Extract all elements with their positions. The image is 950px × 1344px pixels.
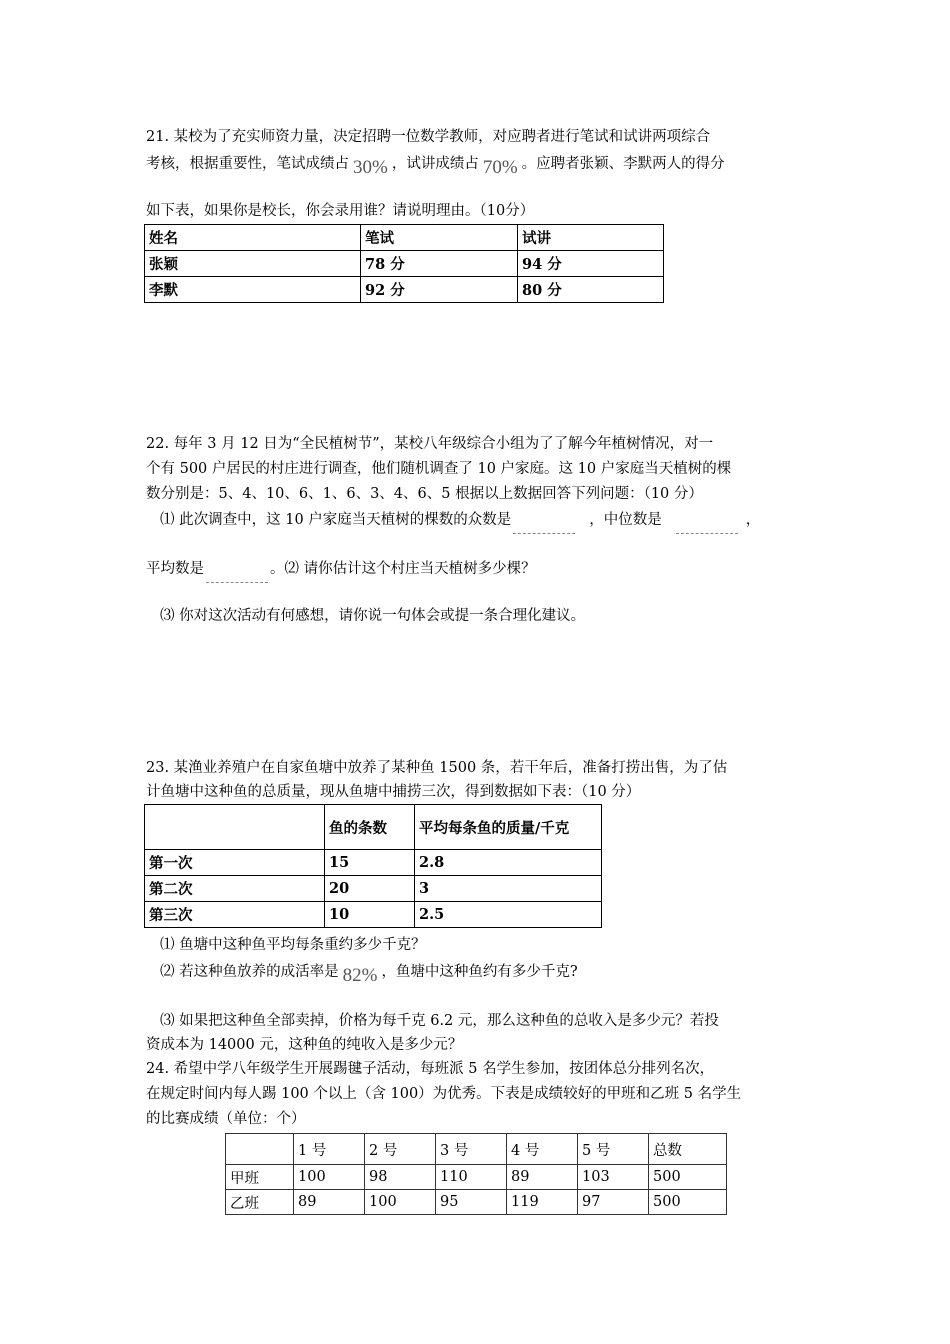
q24-line1: 24. 希望中学八年级学生开展踢毽子活动，每班派 5 名学生参加，按团体总分排列名次， — [146, 1061, 715, 1077]
q23-sub1: ⑴ 鱼塘中这种鱼平均每条重约多少千克？ — [160, 937, 426, 953]
q22-line1: 22. 每年 3 月 12 日为“全民植树节”，某校八年级综合小组为了了解今年植树情况，对一 — [146, 436, 714, 452]
table-cell: 500 — [649, 1165, 727, 1190]
table-cell: 100 — [294, 1165, 365, 1190]
q23-sub2-b: ，鱼塘中这种鱼约有多少千克? — [381, 964, 578, 980]
table-cell: 92 分 — [361, 277, 518, 303]
table-cell: 乙班 — [226, 1190, 294, 1215]
q24-line3: 的比赛成绩（单位：个） — [146, 1111, 306, 1127]
table-header-row — [145, 225, 664, 251]
q22-sub1-cont — [146, 558, 536, 580]
q21-pct-written: 30% — [353, 157, 388, 178]
answer-blank-mean[interactable] — [206, 568, 268, 583]
table-row — [145, 277, 664, 303]
table-cell: 110 — [436, 1165, 507, 1190]
q21-score-table — [144, 224, 664, 303]
q21-line2-b: ，试讲成绩占 — [391, 156, 479, 172]
q23-sub2 — [160, 960, 578, 986]
table-header-cell: 1 号 — [294, 1134, 365, 1165]
table-header-cell: 2 号 — [365, 1134, 436, 1165]
table-row — [145, 876, 602, 902]
q21-line2-c: 。应聘者张颖、李默两人的得分 — [521, 156, 725, 172]
answer-blank-mode[interactable] — [513, 519, 575, 534]
table-header-cell: 姓名 — [145, 225, 361, 251]
table-cell: 89 — [294, 1190, 365, 1215]
q24-score-table — [225, 1133, 727, 1215]
table-cell: 10 — [325, 902, 415, 928]
table-cell: 2.8 — [415, 850, 602, 876]
table-header-cell: 总数 — [649, 1134, 727, 1165]
q23-fish-table — [144, 804, 602, 928]
table-cell: 李默 — [145, 277, 361, 303]
q23-sub3-b: 资成本为 14000 元，这种鱼的纯收入是多少元？ — [146, 1037, 463, 1053]
q22-line3: 数分别是：5、4、10、6、1、6、3、4、6、5 根据以上数据回答下列问题：（10 分） — [146, 486, 703, 502]
table-row — [145, 251, 664, 277]
table-cell: 89 — [507, 1165, 578, 1190]
q23-line1: 23. 某渔业养殖户在自家鱼塘中放养了某种鱼 1500 条，若干年后，准备打捞出售，为了估 — [146, 760, 728, 776]
table-header-cell: 4 号 — [507, 1134, 578, 1165]
q22-sub1-c: ， — [745, 512, 761, 528]
q23-line2: 计鱼塘中这种鱼的总质量，现从鱼塘中捕捞三次，得到数据如下表：（10 分） — [146, 784, 641, 800]
table-cell: 张颖 — [145, 251, 361, 277]
table-cell: 119 — [507, 1190, 578, 1215]
table-header-cell — [226, 1134, 294, 1165]
q21-line2 — [146, 152, 725, 178]
table-cell: 80 分 — [518, 277, 664, 303]
table-row — [145, 850, 602, 876]
table-header-row — [226, 1134, 727, 1165]
table-header-cell: 鱼的条数 — [325, 805, 415, 850]
table-header-cell: 平均每条鱼的质量/千克 — [415, 805, 602, 850]
table-header-cell: 5 号 — [578, 1134, 649, 1165]
table-row — [145, 902, 602, 928]
q23-sub3-a: ⑶ 如果把这种鱼全部卖掉，价格为每千克 6.2 元，那么这种鱼的总收入是多少元？若投 — [160, 1013, 719, 1029]
q22-sub3: ⑶ 你对这次活动有何感想，请你说一句体会或提一条合理化建议。 — [160, 608, 586, 624]
q22-line2: 个有 500 户居民的村庄进行调查，他们随机调查了 10 户家庭。这 10 户家庭当天植树的棵 — [146, 461, 732, 477]
table-row — [226, 1190, 727, 1215]
q21-line3: 如下表，如果你是校长，你会录用谁？请说明理由。（10分） — [146, 203, 535, 219]
table-cell: 15 — [325, 850, 415, 876]
table-cell: 78 分 — [361, 251, 518, 277]
table-header-cell: 笔试 — [361, 225, 518, 251]
q21-line1: 21. 某校为了充实师资力量，决定招聘一位数学教师，对应聘者进行笔试和试讲两项综合 — [146, 129, 711, 145]
q23-sub2-a: ⑵ 若这种鱼放养的成活率是 — [160, 964, 339, 980]
table-cell: 2.5 — [415, 902, 602, 928]
table-header-cell — [145, 805, 325, 850]
table-header-cell: 试讲 — [518, 225, 664, 251]
table-cell: 500 — [649, 1190, 727, 1215]
table-header-cell: 3 号 — [436, 1134, 507, 1165]
table-cell: 3 — [415, 876, 602, 902]
q24-line2: 在规定时间内每人踢 100 个以上（含 100）为优秀。下表是成绩较好的甲班和乙班 5 名学生 — [146, 1086, 742, 1102]
q22-sub1-b: ，中位数是 — [589, 512, 662, 528]
table-cell: 103 — [578, 1165, 649, 1190]
table-cell: 98 — [365, 1165, 436, 1190]
q22-sub1-e: 。⑵ 请你估计这个村庄当天植树多少棵？ — [270, 561, 536, 577]
table-row — [226, 1165, 727, 1190]
table-cell: 97 — [578, 1190, 649, 1215]
table-cell: 第三次 — [145, 902, 325, 928]
q23-survival-pct: 82% — [342, 965, 378, 986]
table-cell: 甲班 — [226, 1165, 294, 1190]
table-cell: 94 分 — [518, 251, 664, 277]
q22-sub1-a: ⑴ 此次调查中，这 10 户家庭当天植树的棵数的众数是 — [160, 512, 512, 528]
table-cell: 第二次 — [145, 876, 325, 902]
q21-pct-lecture: 70% — [482, 157, 518, 178]
q22-sub1 — [160, 509, 760, 531]
table-cell: 第一次 — [145, 850, 325, 876]
q22-sub1-d: 平均数是 — [146, 561, 204, 577]
answer-blank-median[interactable] — [676, 519, 738, 534]
q21-line2-a: 考核，根据重要性，笔试成绩占 — [146, 156, 349, 172]
table-header-row — [145, 805, 602, 850]
table-cell: 100 — [365, 1190, 436, 1215]
table-cell: 95 — [436, 1190, 507, 1215]
table-cell: 20 — [325, 876, 415, 902]
